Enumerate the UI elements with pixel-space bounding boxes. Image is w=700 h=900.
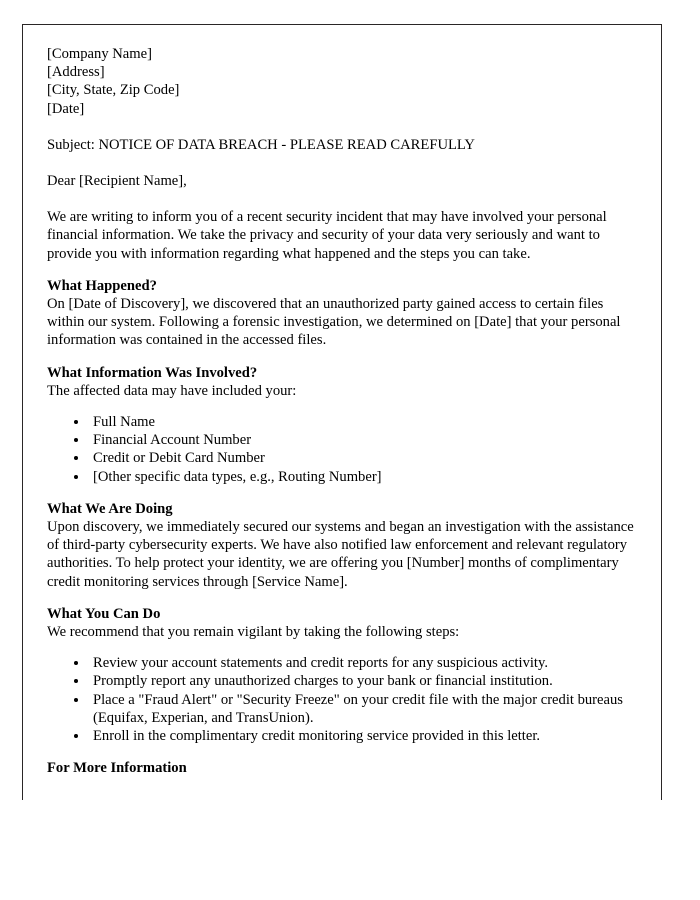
- section-what-you-can-do: [47, 605, 635, 745]
- section-heading-what-happened: What Happened?: [47, 277, 157, 294]
- subject-line: Subject: NOTICE OF DATA BREACH - PLEASE READ CAREFULLY: [47, 136, 475, 153]
- list-item: • Review your account statements and credit reports for any suspicious activity.: [89, 654, 635, 672]
- list-item: • Credit or Debit Card Number: [89, 449, 635, 467]
- letterhead-company: [Company Name]: [47, 46, 152, 62]
- section-what-happened: [47, 277, 635, 350]
- section-what-we-are-doing: [47, 500, 635, 591]
- list-item: • [Other specific data types, e.g., Routing Number]: [89, 468, 635, 486]
- list-item: • Financial Account Number: [89, 431, 635, 449]
- section-body-what-we-are-doing: Upon discovery, we immediately secured our systems and began an investigation with the assistance of third-party cybersecurity experts. We have also notified law enforcement and relevant regulatory authorities. To help protect your identity, we are offering you [Number] months of complimentary credit monitoring services through [Service Name].: [47, 519, 634, 590]
- letterhead-date: [Date]: [47, 100, 85, 117]
- section-body-what-you-can-do: We recommend that you remain vigilant by taking the following steps:: [47, 624, 460, 641]
- section-heading-what-information-was-involved: What Information Was Involved?: [47, 364, 258, 381]
- intro-paragraph: We are writing to inform you of a recent security incident that may have involved your personal financial information. We take the privacy and security of your data very seriously and want to provide you with information regarding what happened and the steps you can take.: [47, 209, 607, 262]
- document-body: [47, 45, 635, 778]
- data-types-list: [47, 413, 635, 486]
- list-item: • Full Name: [89, 413, 635, 431]
- section-body-what-information-was-involved: The affected data may have included your:: [47, 382, 297, 399]
- section-what-information-was-involved: [47, 364, 635, 486]
- list-item: • Enroll in the complimentary credit monitoring service provided in this letter.: [89, 727, 635, 745]
- letterhead-city-state-zip: [City, State, Zip Code]: [47, 82, 180, 99]
- letterhead-address: [Address]: [47, 64, 105, 81]
- list-item: • Promptly report any unauthorized charges to your bank or financial institution.: [89, 672, 635, 690]
- recommended-steps-list: [47, 654, 635, 745]
- section-heading-what-you-can-do: What You Can Do: [47, 605, 161, 622]
- section-heading-what-we-are-doing: What We Are Doing: [47, 500, 173, 517]
- document-page: [22, 24, 662, 800]
- salutation: Dear [Recipient Name],: [47, 173, 187, 190]
- letterhead-block: [47, 45, 635, 118]
- section-heading-for-more-information: For More Information: [47, 760, 187, 777]
- section-body-what-happened: On [Date of Discovery], we discovered that an unauthorized party gained access to certain files within our system. Following a forensic investigation, we determined on [Date] that your personal information was contained in the accessed files.: [47, 296, 621, 349]
- list-item: • Place a "Fraud Alert" or "Security Freeze" on your credit file with the major credit bureaus (Equifax, Experian, and TransUnion).: [89, 691, 635, 727]
